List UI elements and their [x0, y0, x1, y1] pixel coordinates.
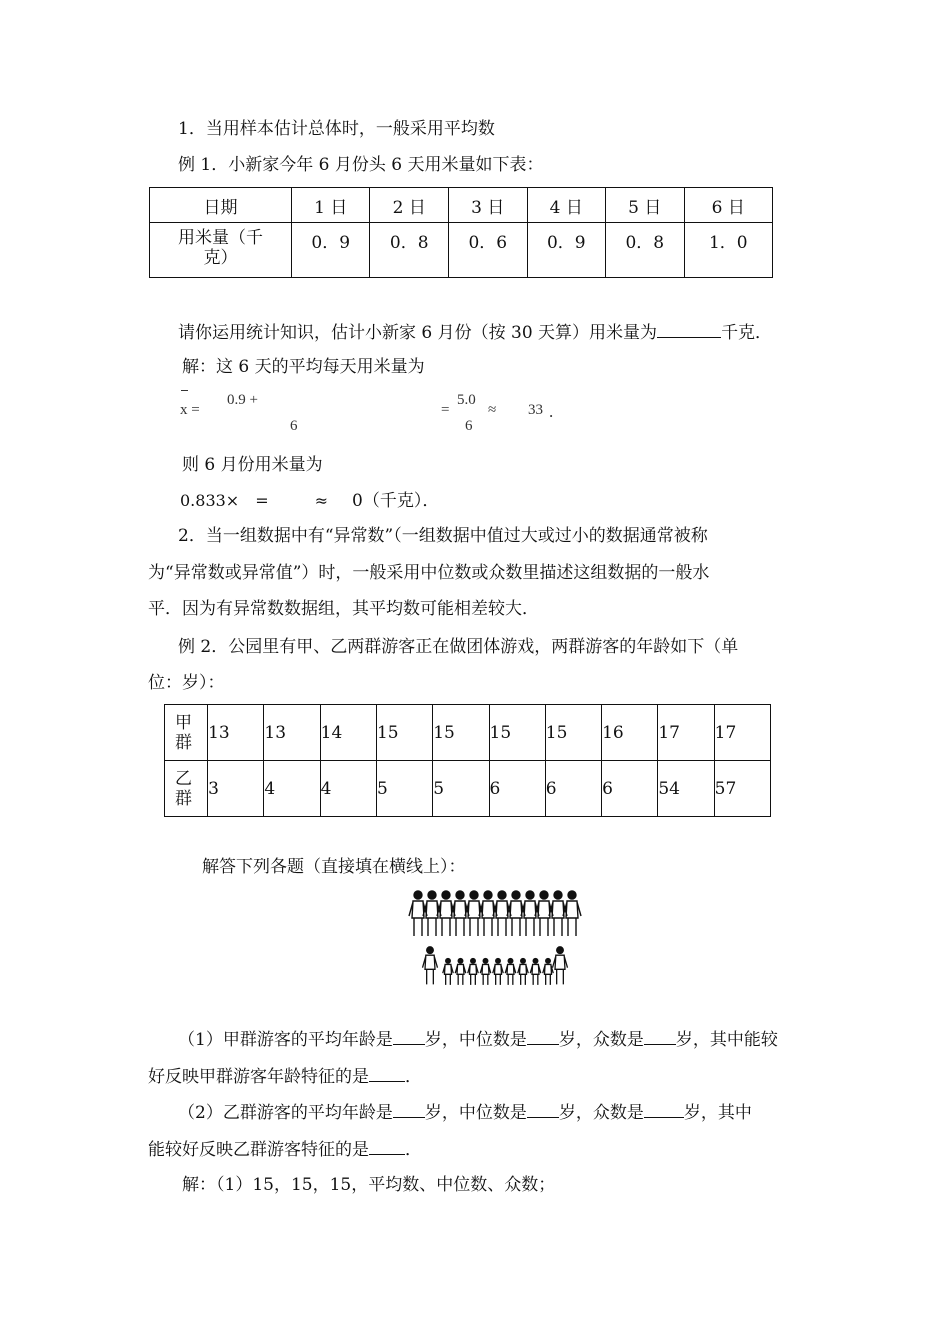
- table1-day: 5 日: [606, 188, 685, 223]
- table1-value: 0．6: [449, 223, 528, 278]
- age-cell: 15: [376, 705, 432, 761]
- q2-line1: [178, 1100, 752, 1124]
- answer-blank[interactable]: [527, 1100, 559, 1118]
- formula-sum: 5.0: [457, 392, 476, 408]
- q1-line1: [178, 1027, 778, 1051]
- table1-day: 3 日: [449, 188, 528, 223]
- age-cell: 3: [208, 761, 264, 817]
- q2-line2: [148, 1137, 422, 1161]
- child-figure: [493, 959, 504, 985]
- age-cell: 17: [658, 705, 714, 761]
- child-figure: [455, 959, 466, 985]
- group-label: [165, 761, 208, 817]
- child-figure: [443, 959, 454, 985]
- example2-line2: 位：岁）：: [148, 673, 225, 693]
- xbar-bar: [180, 390, 190, 396]
- age-cell: 15: [489, 705, 545, 761]
- q1-text-c: 岁，众数是: [558, 1030, 644, 1050]
- formula-approx: ≈: [488, 402, 497, 418]
- answer-blank[interactable]: [369, 1064, 405, 1082]
- table-row: [165, 705, 771, 761]
- table1-value: 0．9: [527, 223, 606, 278]
- tourist-groups-illustration: [410, 888, 585, 990]
- table1-day: 1 日: [291, 188, 370, 223]
- age-cell: 4: [320, 761, 376, 817]
- group-label-top: 甲: [175, 712, 192, 733]
- question1-prefix: 请你运用统计知识，估计小新家 6 月份（按 30 天算）用米量为: [178, 323, 658, 343]
- answer-blank[interactable]: [644, 1100, 684, 1118]
- table1-day: 6 日: [684, 188, 772, 223]
- group-label-bottom: 群: [175, 788, 192, 809]
- monthly-expr: 0.833×: [180, 491, 240, 510]
- table1-value: 0．8: [606, 223, 685, 278]
- formula-denominator2: 6: [465, 418, 473, 434]
- age-cell: 16: [602, 705, 658, 761]
- formula-eq: =: [441, 402, 450, 418]
- q1-end: ．: [405, 1067, 422, 1087]
- age-cell: 4: [264, 761, 320, 817]
- age-cell: 54: [658, 761, 714, 817]
- answer-blank[interactable]: [369, 1137, 405, 1155]
- age-cell: 13: [208, 705, 264, 761]
- section1-heading: 1．当用样本估计总体时，一般采用平均数: [178, 119, 495, 139]
- child-figure: [518, 959, 529, 985]
- answer-blank[interactable]: [657, 320, 721, 338]
- answer-blank[interactable]: [393, 1027, 425, 1045]
- section2-line2: 为“异常数或异常值”）时，一般采用中位数或众数里描述这组数据的一般水: [148, 563, 710, 583]
- table1-day: 2 日: [370, 188, 449, 223]
- formula-denominator: 6: [290, 418, 298, 434]
- solution1-intro: 解：这 6 天的平均每天用米量为: [182, 357, 425, 377]
- child-group-figures: [423, 947, 568, 985]
- group-label-top: 乙: [175, 768, 192, 789]
- section2-line1: 2．当一组数据中有“异常数”（一组数据中值过大或过小的数据通常被称: [178, 526, 708, 546]
- q2-line2-text: 能较好反映乙群游客特征的是: [148, 1140, 369, 1160]
- answer-blank[interactable]: [393, 1100, 425, 1118]
- monthly-result: 0（千克）．: [352, 491, 440, 511]
- table1-row-label-line1: 用米量（千: [177, 228, 263, 248]
- answer-blank[interactable]: [644, 1027, 676, 1045]
- instruction: 解答下列各题（直接填在横线上）：: [202, 857, 466, 877]
- age-cell: 57: [714, 761, 770, 817]
- monthly-eq: =: [255, 491, 269, 510]
- q2-end: ．: [405, 1140, 422, 1160]
- formula-period: .: [549, 402, 554, 421]
- q1-text-a: （1）甲群游客的平均年龄是: [178, 1030, 393, 1050]
- age-cell: 5: [433, 761, 489, 817]
- q1-text-d: 岁，其中能较: [675, 1030, 778, 1050]
- age-cell: 15: [433, 705, 489, 761]
- adult-group-figures: [409, 889, 581, 939]
- age-cell: 17: [714, 705, 770, 761]
- age-cell: 14: [320, 705, 376, 761]
- adult-figure: [553, 947, 568, 985]
- q2-text-d: 岁，其中: [683, 1103, 752, 1123]
- question1-suffix: 千克．: [721, 323, 773, 343]
- age-cell: 13: [264, 705, 320, 761]
- adult-figure: [563, 891, 581, 936]
- table1-row-label-line2: 克）: [203, 248, 238, 268]
- table1-row-label: [150, 223, 292, 278]
- child-figure: [505, 959, 516, 985]
- table1-day: 4 日: [527, 188, 606, 223]
- q1-line2: [148, 1064, 422, 1088]
- q2-text-a: （2）乙群游客的平均年龄是: [178, 1103, 393, 1123]
- monthly-formula: [180, 490, 439, 512]
- child-figure: [480, 959, 491, 985]
- table1-value: 1．0: [684, 223, 772, 278]
- adult-figure: [423, 947, 438, 985]
- formula-result: 33: [528, 402, 543, 418]
- q2-text-c: 岁，众数是: [558, 1103, 644, 1123]
- example1-intro: 例 1．小新家今年 6 月份头 6 天用米量如下表：: [178, 155, 544, 175]
- section2-line3: 平．因为有异常数数据组，其平均数可能相差较大．: [148, 599, 539, 619]
- group-label-bottom: 群: [175, 732, 192, 753]
- question1: [178, 320, 772, 344]
- child-figure: [468, 959, 479, 985]
- group-label: [165, 705, 208, 761]
- table1-value: 0．9: [291, 223, 370, 278]
- formula-numerator: 0.9 +: [227, 392, 258, 408]
- child-figure: [530, 959, 541, 985]
- table-row: [165, 761, 771, 817]
- age-cell: 5: [376, 761, 432, 817]
- q1-text-b: 岁，中位数是: [424, 1030, 527, 1050]
- ages-table: [164, 704, 771, 817]
- q1-line2-text: 好反映甲群游客年龄特征的是: [148, 1067, 369, 1087]
- age-cell: 6: [602, 761, 658, 817]
- answer1: 解：（1）15，15，15，平均数、中位数、众数；: [182, 1175, 556, 1195]
- child-figure: [543, 959, 554, 985]
- rice-usage-table: [149, 187, 773, 278]
- age-cell: 6: [545, 761, 601, 817]
- q2-text-b: 岁，中位数是: [424, 1103, 527, 1123]
- table1-header-label: 日期: [150, 188, 292, 223]
- table1-value: 0．8: [370, 223, 449, 278]
- age-cell: 6: [489, 761, 545, 817]
- age-cell: 15: [545, 705, 601, 761]
- monthly-approx: ≈: [314, 491, 329, 510]
- answer-blank[interactable]: [527, 1027, 559, 1045]
- monthly-intro: 则 6 月份用米量为: [182, 455, 323, 475]
- formula-xbar: x =: [180, 402, 200, 418]
- example2-line1: 例 2．公园里有甲、乙两群游客正在做团体游戏，两群游客的年龄如下（单: [178, 637, 739, 657]
